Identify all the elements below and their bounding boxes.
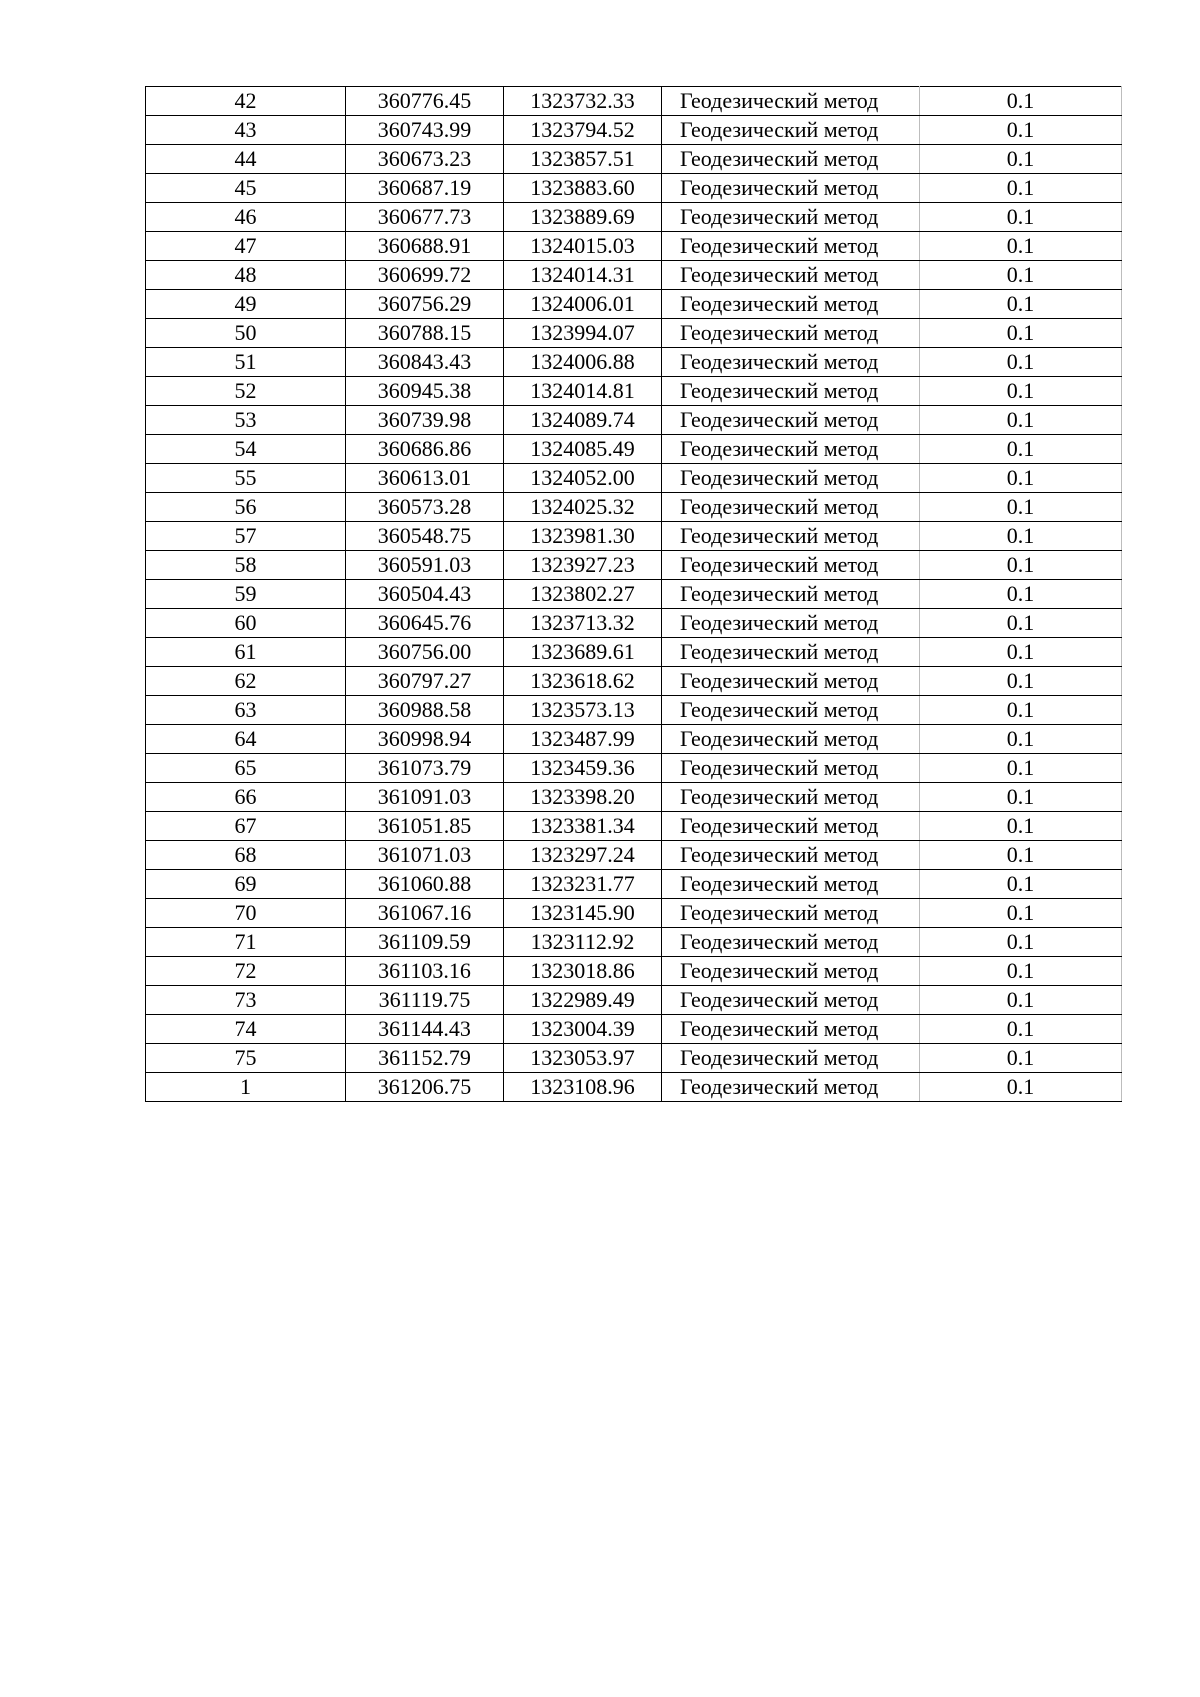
method-cell: Геодезический метод (662, 1015, 920, 1044)
point-number-cell: 68 (146, 841, 346, 870)
accuracy-cell: 0.1 (920, 725, 1122, 754)
table-row (146, 1044, 1122, 1073)
x-coordinate-cell: 360756.29 (346, 290, 504, 319)
y-coordinate-cell: 1323297.24 (504, 841, 662, 870)
method-cell: Геодезический метод (662, 290, 920, 319)
table-row (146, 696, 1122, 725)
accuracy-cell: 0.1 (920, 116, 1122, 145)
point-number-cell: 1 (146, 1073, 346, 1102)
point-number-cell: 70 (146, 899, 346, 928)
accuracy-cell: 0.1 (920, 319, 1122, 348)
y-coordinate-cell: 1323108.96 (504, 1073, 662, 1102)
accuracy-cell: 0.1 (920, 696, 1122, 725)
accuracy-cell: 0.1 (920, 493, 1122, 522)
y-coordinate-cell: 1323889.69 (504, 203, 662, 232)
point-number-cell: 62 (146, 667, 346, 696)
coordinates-table (145, 86, 1122, 1102)
accuracy-cell: 0.1 (920, 464, 1122, 493)
accuracy-cell: 0.1 (920, 290, 1122, 319)
method-cell: Геодезический метод (662, 174, 920, 203)
point-number-cell: 44 (146, 145, 346, 174)
x-coordinate-cell: 361119.75 (346, 986, 504, 1015)
x-coordinate-cell: 360677.73 (346, 203, 504, 232)
table-row (146, 754, 1122, 783)
point-number-cell: 67 (146, 812, 346, 841)
y-coordinate-cell: 1323018.86 (504, 957, 662, 986)
x-coordinate-cell: 360945.38 (346, 377, 504, 406)
method-cell: Геодезический метод (662, 986, 920, 1015)
point-number-cell: 49 (146, 290, 346, 319)
table-row (146, 290, 1122, 319)
point-number-cell: 64 (146, 725, 346, 754)
method-cell: Геодезический метод (662, 551, 920, 580)
point-number-cell: 69 (146, 870, 346, 899)
method-cell: Геодезический метод (662, 87, 920, 116)
point-number-cell: 63 (146, 696, 346, 725)
point-number-cell: 65 (146, 754, 346, 783)
y-coordinate-cell: 1322989.49 (504, 986, 662, 1015)
table-row (146, 319, 1122, 348)
y-coordinate-cell: 1323713.32 (504, 609, 662, 638)
x-coordinate-cell: 361067.16 (346, 899, 504, 928)
x-coordinate-cell: 360645.76 (346, 609, 504, 638)
method-cell: Геодезический метод (662, 145, 920, 174)
method-cell: Геодезический метод (662, 261, 920, 290)
point-number-cell: 47 (146, 232, 346, 261)
y-coordinate-cell: 1323802.27 (504, 580, 662, 609)
y-coordinate-cell: 1323573.13 (504, 696, 662, 725)
y-coordinate-cell: 1323459.36 (504, 754, 662, 783)
accuracy-cell: 0.1 (920, 377, 1122, 406)
accuracy-cell: 0.1 (920, 870, 1122, 899)
x-coordinate-cell: 360739.98 (346, 406, 504, 435)
method-cell: Геодезический метод (662, 638, 920, 667)
table-row (146, 1073, 1122, 1102)
accuracy-cell: 0.1 (920, 348, 1122, 377)
accuracy-cell: 0.1 (920, 783, 1122, 812)
method-cell: Геодезический метод (662, 232, 920, 261)
y-coordinate-cell: 1323883.60 (504, 174, 662, 203)
point-number-cell: 72 (146, 957, 346, 986)
table-row (146, 841, 1122, 870)
table-row (146, 928, 1122, 957)
x-coordinate-cell: 360699.72 (346, 261, 504, 290)
accuracy-cell: 0.1 (920, 232, 1122, 261)
table-row (146, 580, 1122, 609)
y-coordinate-cell: 1324089.74 (504, 406, 662, 435)
method-cell: Геодезический метод (662, 696, 920, 725)
x-coordinate-cell: 361152.79 (346, 1044, 504, 1073)
point-number-cell: 55 (146, 464, 346, 493)
y-coordinate-cell: 1323145.90 (504, 899, 662, 928)
y-coordinate-cell: 1323927.23 (504, 551, 662, 580)
accuracy-cell: 0.1 (920, 203, 1122, 232)
table-row (146, 783, 1122, 812)
point-number-cell: 58 (146, 551, 346, 580)
y-coordinate-cell: 1323618.62 (504, 667, 662, 696)
point-number-cell: 51 (146, 348, 346, 377)
table-row (146, 957, 1122, 986)
y-coordinate-cell: 1323689.61 (504, 638, 662, 667)
method-cell: Геодезический метод (662, 870, 920, 899)
y-coordinate-cell: 1324052.00 (504, 464, 662, 493)
method-cell: Геодезический метод (662, 319, 920, 348)
method-cell: Геодезический метод (662, 1044, 920, 1073)
accuracy-cell: 0.1 (920, 551, 1122, 580)
accuracy-cell: 0.1 (920, 928, 1122, 957)
method-cell: Геодезический метод (662, 435, 920, 464)
table-row (146, 145, 1122, 174)
method-cell: Геодезический метод (662, 609, 920, 638)
table-row (146, 609, 1122, 638)
x-coordinate-cell: 361073.79 (346, 754, 504, 783)
x-coordinate-cell: 360797.27 (346, 667, 504, 696)
method-cell: Геодезический метод (662, 725, 920, 754)
table-row (146, 1015, 1122, 1044)
point-number-cell: 71 (146, 928, 346, 957)
x-coordinate-cell: 360591.03 (346, 551, 504, 580)
y-coordinate-cell: 1323487.99 (504, 725, 662, 754)
point-number-cell: 59 (146, 580, 346, 609)
table-row (146, 87, 1122, 116)
method-cell: Геодезический метод (662, 116, 920, 145)
point-number-cell: 74 (146, 1015, 346, 1044)
method-cell: Геодезический метод (662, 667, 920, 696)
accuracy-cell: 0.1 (920, 87, 1122, 116)
x-coordinate-cell: 360688.91 (346, 232, 504, 261)
table-row (146, 899, 1122, 928)
table-row (146, 435, 1122, 464)
point-number-cell: 46 (146, 203, 346, 232)
x-coordinate-cell: 360743.99 (346, 116, 504, 145)
x-coordinate-cell: 360756.00 (346, 638, 504, 667)
point-number-cell: 50 (146, 319, 346, 348)
accuracy-cell: 0.1 (920, 1015, 1122, 1044)
y-coordinate-cell: 1324014.81 (504, 377, 662, 406)
method-cell: Геодезический метод (662, 406, 920, 435)
table-row (146, 348, 1122, 377)
x-coordinate-cell: 360988.58 (346, 696, 504, 725)
accuracy-cell: 0.1 (920, 638, 1122, 667)
point-number-cell: 57 (146, 522, 346, 551)
y-coordinate-cell: 1324006.88 (504, 348, 662, 377)
accuracy-cell: 0.1 (920, 986, 1122, 1015)
accuracy-cell: 0.1 (920, 899, 1122, 928)
point-number-cell: 53 (146, 406, 346, 435)
method-cell: Геодезический метод (662, 899, 920, 928)
method-cell: Геодезический метод (662, 957, 920, 986)
accuracy-cell: 0.1 (920, 174, 1122, 203)
point-number-cell: 73 (146, 986, 346, 1015)
accuracy-cell: 0.1 (920, 580, 1122, 609)
table-row (146, 116, 1122, 145)
accuracy-cell: 0.1 (920, 1044, 1122, 1073)
point-number-cell: 75 (146, 1044, 346, 1073)
point-number-cell: 42 (146, 87, 346, 116)
x-coordinate-cell: 360613.01 (346, 464, 504, 493)
method-cell: Геодезический метод (662, 754, 920, 783)
y-coordinate-cell: 1324015.03 (504, 232, 662, 261)
accuracy-cell: 0.1 (920, 609, 1122, 638)
table-row (146, 522, 1122, 551)
accuracy-cell: 0.1 (920, 667, 1122, 696)
table-row (146, 493, 1122, 522)
accuracy-cell: 0.1 (920, 812, 1122, 841)
method-cell: Геодезический метод (662, 812, 920, 841)
method-cell: Геодезический метод (662, 841, 920, 870)
table-row (146, 464, 1122, 493)
accuracy-cell: 0.1 (920, 754, 1122, 783)
table-row (146, 812, 1122, 841)
table-row (146, 377, 1122, 406)
table-row (146, 406, 1122, 435)
method-cell: Геодезический метод (662, 348, 920, 377)
x-coordinate-cell: 361103.16 (346, 957, 504, 986)
y-coordinate-cell: 1323004.39 (504, 1015, 662, 1044)
point-number-cell: 60 (146, 609, 346, 638)
x-coordinate-cell: 361091.03 (346, 783, 504, 812)
point-number-cell: 52 (146, 377, 346, 406)
y-coordinate-cell: 1323053.97 (504, 1044, 662, 1073)
accuracy-cell: 0.1 (920, 1073, 1122, 1102)
x-coordinate-cell: 360504.43 (346, 580, 504, 609)
y-coordinate-cell: 1324085.49 (504, 435, 662, 464)
x-coordinate-cell: 361051.85 (346, 812, 504, 841)
method-cell: Геодезический метод (662, 928, 920, 957)
y-coordinate-cell: 1323231.77 (504, 870, 662, 899)
x-coordinate-cell: 360776.45 (346, 87, 504, 116)
y-coordinate-cell: 1323112.92 (504, 928, 662, 957)
point-number-cell: 54 (146, 435, 346, 464)
method-cell: Геодезический метод (662, 783, 920, 812)
y-coordinate-cell: 1324006.01 (504, 290, 662, 319)
method-cell: Геодезический метод (662, 493, 920, 522)
point-number-cell: 56 (146, 493, 346, 522)
accuracy-cell: 0.1 (920, 435, 1122, 464)
method-cell: Геодезический метод (662, 522, 920, 551)
y-coordinate-cell: 1324025.32 (504, 493, 662, 522)
point-number-cell: 48 (146, 261, 346, 290)
x-coordinate-cell: 361109.59 (346, 928, 504, 957)
point-number-cell: 66 (146, 783, 346, 812)
x-coordinate-cell: 361144.43 (346, 1015, 504, 1044)
x-coordinate-cell: 361071.03 (346, 841, 504, 870)
x-coordinate-cell: 360686.86 (346, 435, 504, 464)
accuracy-cell: 0.1 (920, 406, 1122, 435)
y-coordinate-cell: 1323981.30 (504, 522, 662, 551)
table-row (146, 638, 1122, 667)
x-coordinate-cell: 360548.75 (346, 522, 504, 551)
point-number-cell: 43 (146, 116, 346, 145)
table-row (146, 203, 1122, 232)
x-coordinate-cell: 360843.43 (346, 348, 504, 377)
y-coordinate-cell: 1323381.34 (504, 812, 662, 841)
accuracy-cell: 0.1 (920, 145, 1122, 174)
x-coordinate-cell: 361206.75 (346, 1073, 504, 1102)
accuracy-cell: 0.1 (920, 841, 1122, 870)
method-cell: Геодезический метод (662, 1073, 920, 1102)
method-cell: Геодезический метод (662, 580, 920, 609)
table-row (146, 986, 1122, 1015)
accuracy-cell: 0.1 (920, 957, 1122, 986)
table-row (146, 870, 1122, 899)
x-coordinate-cell: 361060.88 (346, 870, 504, 899)
method-cell: Геодезический метод (662, 203, 920, 232)
y-coordinate-cell: 1323857.51 (504, 145, 662, 174)
accuracy-cell: 0.1 (920, 522, 1122, 551)
y-coordinate-cell: 1323732.33 (504, 87, 662, 116)
x-coordinate-cell: 360673.23 (346, 145, 504, 174)
table-row (146, 551, 1122, 580)
point-number-cell: 61 (146, 638, 346, 667)
x-coordinate-cell: 360573.28 (346, 493, 504, 522)
point-number-cell: 45 (146, 174, 346, 203)
table-row (146, 261, 1122, 290)
table-row (146, 725, 1122, 754)
table-row (146, 174, 1122, 203)
table-row (146, 232, 1122, 261)
table-row (146, 667, 1122, 696)
y-coordinate-cell: 1324014.31 (504, 261, 662, 290)
x-coordinate-cell: 360687.19 (346, 174, 504, 203)
x-coordinate-cell: 360998.94 (346, 725, 504, 754)
accuracy-cell: 0.1 (920, 261, 1122, 290)
y-coordinate-cell: 1323794.52 (504, 116, 662, 145)
y-coordinate-cell: 1323994.07 (504, 319, 662, 348)
coordinates-table-body (146, 87, 1122, 1102)
method-cell: Геодезический метод (662, 377, 920, 406)
method-cell: Геодезический метод (662, 464, 920, 493)
x-coordinate-cell: 360788.15 (346, 319, 504, 348)
y-coordinate-cell: 1323398.20 (504, 783, 662, 812)
